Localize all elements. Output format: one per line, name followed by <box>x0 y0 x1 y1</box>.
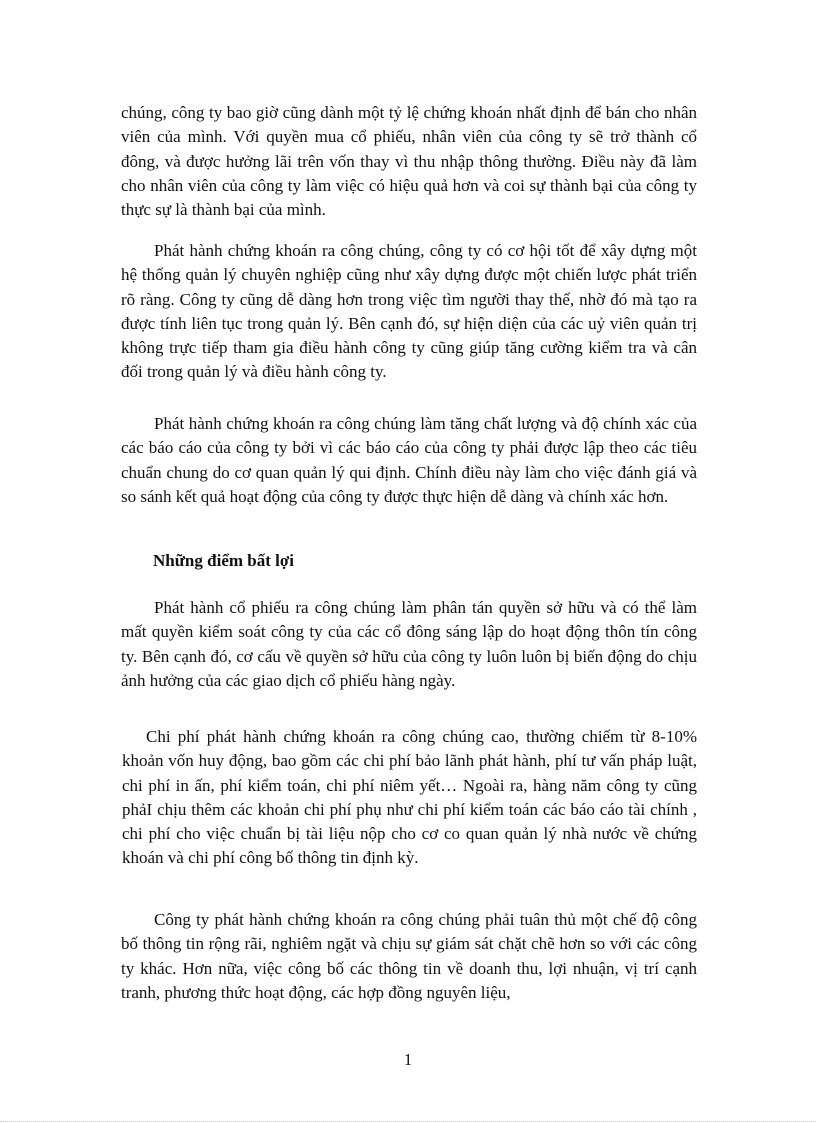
paragraph-employee-shares: chúng, công ty bao giờ cũng dành một tỷ lệ chứng khoán nhất định để bán cho nhân viên của mình. Với quyền mua cổ phiếu, nhân viên của công ty sẽ trở thành cổ đông, và được hưởng lãi trên vốn thay vì thu nhập thông thường. Điều này đã làm cho nhân viên của công ty làm việc có hiệu quả hơn và coi sự thành bại của công ty thực sự là thành bại của mình. <box>121 103 697 220</box>
paragraph-issuance-costs: Chi phí phát hành chứng khoán ra công chúng cao, thường chiếm từ 8-10% khoản vốn huy động, bao gồm các chi phí bảo lãnh phát hành, phí tư vấn pháp luật, chi phí in ấn, phí kiểm toán, chi phí niêm yết… Ngoài ra, hàng năm công ty cũng phảI chịu thêm các khoản chi phí phụ như chi phí kiểm toán các báo cáo tài chính , chi phí cho việc chuẩn bị tài liệu nộp cho cơ co quan quản lý nhà nước về chứng khoán và chi phí công bố thông tin định kỳ. <box>122 727 697 868</box>
paragraph-disclosure-obligations: Công ty phát hành chứng khoán ra công chúng phải tuân thủ một chế độ công bố thông tin rộng rãi, nghiêm ngặt và chịu sự giám sát chặt chẽ hơn so với các công ty khác. Hơn nữa, việc công bố các thông tin về doanh thu, lợi nhuận, vị trí cạnh tranh, phương thức hoạt động, các hợp đồng nguyên liệu, <box>121 910 697 1002</box>
paragraph-ownership-dispersion: Phát hành cổ phiếu ra công chúng làm phân tán quyền sở hữu và có thể làm mất quyền kiểm soát công ty của các cổ đông sáng lập do hoạt động thôn tín công ty. Bên cạnh đó, cơ cấu về quyền sở hữu của công ty luôn luôn bị biến động do chịu ảnh hưởng của các giao dịch cổ phiếu hàng ngày. <box>121 598 697 690</box>
page-bottom-divider <box>0 1121 816 1122</box>
paragraph-management-system: Phát hành chứng khoán ra công chúng, công ty có cơ hội tốt để xây dựng một hệ thống quản lý chuyên nghiệp cũng như xây dựng được một chiến lược phát triển rõ ràng. Công ty cũng dễ dàng hơn trong việc tìm người thay thế, nhờ đó mà tạo ra được tính liên tục trong quản lý. Bên cạnh đó, sự hiện diện của các uỷ viên quản trị không trực tiếp tham gia điều hành công ty cũng giúp tăng cường kiểm tra và cân đối trong quản lý và điều hành công ty. <box>121 241 697 382</box>
paragraph-report-quality: Phát hành chứng khoán ra công chúng làm tăng chất lượng và độ chính xác của các báo cáo của công ty bởi vì các báo cáo của công ty phải được lập theo các tiêu chuẩn chung do cơ quan quản lý qui định. Chính điều này làm cho việc đánh giá và so sánh kết quả hoạt động của công ty được thực hiện dễ dàng và chính xác hơn. <box>121 414 697 506</box>
page-number: 1 <box>403 1050 413 1069</box>
section-heading-disadvantages: Những điểm bất lợi <box>153 551 294 570</box>
